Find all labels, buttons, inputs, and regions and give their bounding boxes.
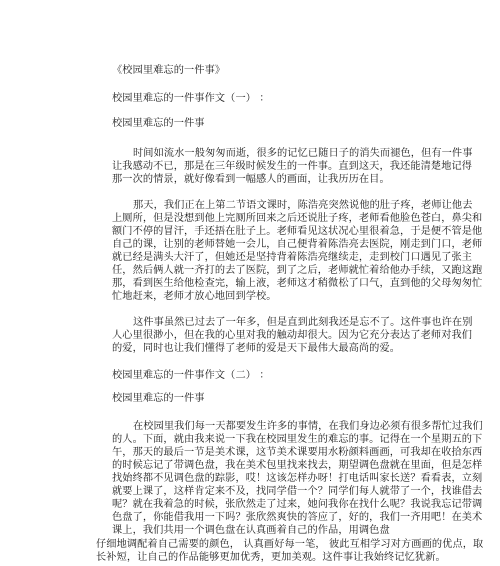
essay1-para3-line: 这件事虽然已过去了一年多，但是直到此刻我还是忘不了。这件事也许在别 [133, 317, 473, 328]
essay1-para2-line: 自己的课，让别的老师替她一会儿，自己便背着陈浩亮去医院，刚走到门口，老师 [112, 239, 483, 250]
essay2-para1-line: 午，那天的最后一节是美术课，这节美术课要用水粉颜料画画，可我却在收拾东西 [112, 447, 483, 458]
essay2-para1-line: 长补短，让自己的作品能够更加优秀，更加美观。这件事让我始终记忆犹新。 [96, 552, 446, 563]
essay1-heading: 校园里难忘的一件事作文（一） ： [112, 93, 270, 104]
essay2-para1-line: 色盘了，你能借我用一下吗？张欣然爽快的答应了，好的，我们一齐用吧！在美术 [112, 512, 483, 523]
essay1-para2-line: 那天，我们正在上第二节语文课时，陈浩亮突然说他的肚子疼，老师让他去 [133, 200, 473, 211]
essay2-para1-line: 的人。下面，就由我来说一下我在校园里发生的难忘的事。记得在一个星期五的下 [112, 434, 483, 445]
document-title: 《校园里难忘的一件事》 [112, 65, 226, 76]
essay2-heading: 校园里难忘的一件事作文（二） ： [112, 370, 270, 381]
essay1-para2-line: 上厕所，但是没想到他上完厕所回来之后还说肚子疼，老师看他脸色苍白，鼻尖和 [112, 213, 483, 224]
essay2-para1-line: 呢？就在我着急的时候，张欣然走了过来，她问我你在找什么呢？我说我忘记带调 [112, 499, 483, 510]
essay1-para1-line: 时间如流水一般匆匆而逝，很多的记忆已随日子的消失而褪色，但有一件事 [133, 148, 473, 159]
essay2-para1-line: 就要上课了，这样肯定来不及，找同学借一个？同学们每人就带了一个，找谁借去 [112, 486, 483, 497]
essay1-para3-line: 人心里很渺小，但在我的心里对我的触动却很大。因为它充分表达了老师对我们 [112, 330, 473, 341]
essay1-para3-line: 的爱，同时也让我们懂得了老师的爱是天下最伟大最高尚的爱。 [112, 343, 401, 354]
essay1-para2-line: 额门不停的冒汗，手还捂在肚子上。老师看见这状况心里很着急，于是便不管是他 [112, 226, 483, 237]
essay2-para1-line: 在校园里我们每一天都要发生许多的事情，在我们身边必须有很多帮忙过我们 [133, 421, 483, 432]
essay1-para2-line: 任，然后俩人就一齐打的去了医院，到了之后，老师就忙着给他办手续，又跑这跑 [112, 265, 483, 276]
essay1-para2-line: 那，看到医生给他检查完，输上液，老师这才稍微松了口气，直到他的父母匆匆忙 [112, 278, 483, 289]
essay1-subtitle: 校园里难忘的一件事 [112, 118, 205, 129]
essay1-para1-line: 那一次的情景，就好像看到一幅感人的画面，让我历历在目。 [112, 174, 390, 185]
essay1-para1-line: 让我感动不已，那是在三年级时候发生的一件事。直到这天，我还能清楚地记得 [112, 161, 473, 172]
essay2-para1-line: 的时候忘记了带调色盘，我在美术包里找来找去，期望调色盘就在里面，但是怎样 [112, 460, 483, 471]
essay2-para1-line: 找始终都不见调色盘的踪影，哎！这该怎样办呀！打电话叫家长送？看看表，立刻 [112, 473, 483, 484]
essay2-para1-line: 课上，我们共用一个调色盘在认真画着自己的作品，用调色盘 [112, 525, 390, 536]
essay2-subtitle: 校园里难忘的一件事 [112, 393, 205, 404]
essay1-para2-line: 忙地赶来，老师才放心地回到学校。 [112, 291, 277, 302]
essay2-para1-line: 仔细地调配着自己需要的颜色， 认真画好每一笔， 彼此互相学习对方画画的优点，取 [96, 539, 484, 550]
essay1-para2-line: 就已经是满头大汗了，但她还是坚持背着陈浩亮继续走，走到校门口遇见了张主 [112, 252, 473, 263]
